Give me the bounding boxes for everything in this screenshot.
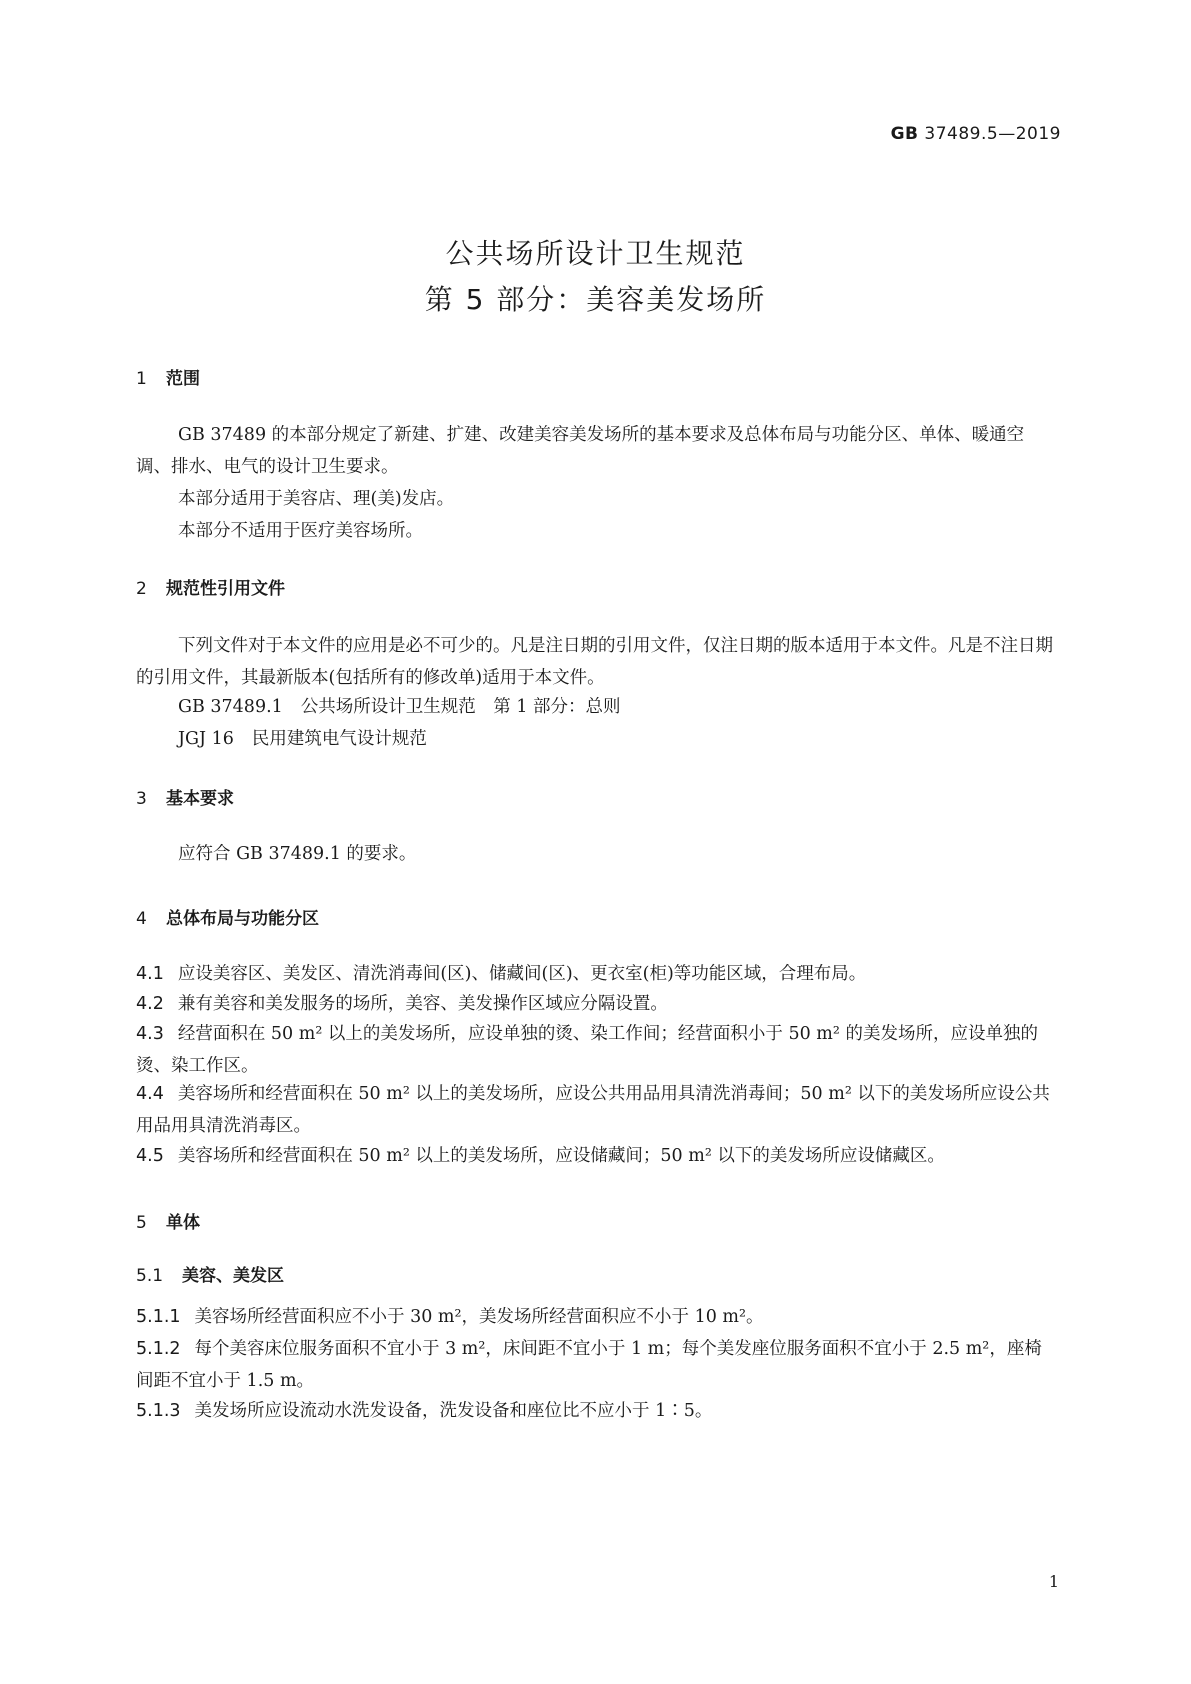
clause-5-1-2	[136, 1333, 1056, 1397]
page-number: 1	[1048, 1572, 1059, 1591]
standard-number	[891, 124, 1061, 144]
section-heading-normative-references	[136, 574, 285, 599]
section-number: 4	[136, 909, 147, 929]
section-title: 基本要求	[166, 789, 234, 809]
clause-text: 美容场所经营面积应不小于 30 m²，美发场所经营面积应不小于 10 m²。	[194, 1307, 764, 1327]
reference-code: JGJ 16	[178, 729, 234, 749]
references-paragraph: 下列文件对于本文件的应用是必不可少的。凡是注日期的引用文件，仅注日期的版本适用于本文件。凡是不注日期的引用文件，其最新版本(包括所有的修改单)适用于本文件。	[136, 636, 1053, 688]
section-heading-layout	[136, 904, 319, 929]
clause-number: 4.3	[136, 1024, 164, 1044]
clause-text: 应设美容区、美发区、清洗消毒间(区)、储藏间(区)、更衣室(柜)等功能区域，合理布局。	[177, 964, 867, 984]
clause-4-1	[136, 958, 1056, 990]
standard-code: 37489.5—2019	[924, 124, 1061, 144]
section-number: 1	[136, 369, 147, 389]
clause-4-3	[136, 1018, 1056, 1082]
section-title: 规范性引用文件	[166, 579, 285, 599]
document-subtitle: 第 5 部分：美容美发场所	[424, 283, 767, 316]
clause-text: 美容场所和经营面积在 50 m² 以上的美发场所，应设储藏间；50 m² 以下的美发场所应设储藏区。	[177, 1146, 945, 1166]
clause-number: 4.1	[136, 964, 164, 984]
clause-number: 5.1.3	[136, 1401, 181, 1421]
subsection-title: 美容、美发区	[182, 1266, 284, 1286]
subsection-heading-beauty-hair-area	[136, 1261, 284, 1286]
section-heading-basic-requirements	[136, 784, 234, 809]
scope-paragraph-1: GB 37489 的本部分规定了新建、扩建、改建美容美发场所的基本要求及总体布局与功能分区、单体、暖通空调、排水、电气的设计卫生要求。	[136, 425, 1025, 477]
reference-item	[178, 693, 621, 718]
section-heading-unit	[136, 1208, 200, 1233]
section-title: 单体	[166, 1213, 200, 1233]
reference-title: 民用建筑电气设计规范	[251, 729, 427, 749]
reference-title: 公共场所设计卫生规范 第 1 部分：总则	[300, 697, 621, 717]
clause-number: 4.5	[136, 1146, 164, 1166]
clause-5-1-3	[136, 1395, 1056, 1427]
scope-paragraph-3: 本部分不适用于医疗美容场所。	[178, 521, 423, 541]
reference-item	[178, 725, 427, 750]
section-number: 5	[136, 1213, 147, 1233]
clause-number: 5.1.1	[136, 1307, 181, 1327]
clause-text: 经营面积在 50 m² 以上的美发场所，应设单独的烫、染工作间；经营面积小于 50 m² 的美发场所，应设单独的烫、染工作区。	[136, 1024, 1038, 1076]
section-title: 总体布局与功能分区	[166, 909, 319, 929]
subsection-number: 5.1	[136, 1266, 164, 1286]
reference-code: GB 37489.1	[178, 697, 283, 717]
clause-text: 美容场所和经营面积在 50 m² 以上的美发场所，应设公共用品用具清洗消毒间；50 m² 以下的美发场所应设公共用品用具清洗消毒区。	[136, 1084, 1050, 1136]
section-number: 2	[136, 579, 147, 599]
document-title: 公共场所设计卫生规范	[445, 237, 746, 270]
standard-prefix: GB	[890, 124, 919, 144]
clause-4-4	[136, 1078, 1056, 1142]
clause-number: 4.2	[136, 994, 164, 1014]
section-number: 3	[136, 789, 147, 809]
scope-paragraph-2: 本部分适用于美容店、理(美)发店。	[178, 489, 455, 509]
clause-number: 5.1.2	[136, 1339, 181, 1359]
clause-5-1-1	[136, 1301, 1056, 1333]
clause-4-2	[136, 988, 1056, 1020]
clause-number: 4.4	[136, 1084, 164, 1104]
section-heading-scope	[136, 364, 200, 389]
clause-text: 兼有美容和美发服务的场所，美容、美发操作区域应分隔设置。	[177, 994, 668, 1014]
clause-text: 每个美容床位服务面积不宜小于 3 m²，床间距不宜小于 1 m；每个美发座位服务面积不宜小于 2.5 m²，座椅间距不宜小于 1.5 m。	[136, 1339, 1042, 1391]
clause-4-5	[136, 1140, 1056, 1172]
clause-text: 美发场所应设流动水洗发设备，洗发设备和座位比不应小于 1∶5。	[194, 1401, 713, 1421]
basic-requirements-paragraph: 应符合 GB 37489.1 的要求。	[178, 844, 417, 864]
section-title: 范围	[166, 369, 200, 389]
